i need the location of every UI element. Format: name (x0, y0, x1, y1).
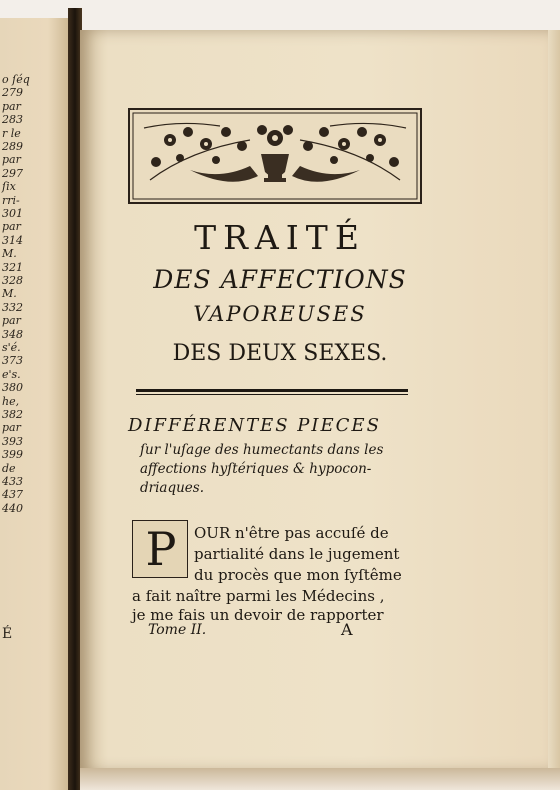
margin-page-reference: s'é. (2, 341, 21, 354)
margin-page-reference: 373 (2, 354, 23, 368)
body-line: a fait naître parmi les Médecins , (132, 587, 385, 605)
margin-page-reference: 393 (2, 434, 23, 448)
drop-cap-letter: P (145, 522, 177, 576)
margin-page-reference: 297 (2, 166, 23, 180)
page-edge (548, 30, 560, 772)
floral-headpiece-ornament (128, 108, 422, 204)
margin-page-reference: 332 (2, 300, 23, 314)
margin-page-reference: rri- (2, 193, 20, 207)
margin-page-reference: M. (2, 287, 17, 301)
margin-page-reference: par (2, 99, 21, 113)
floral-vase-icon (130, 110, 420, 202)
body-line: partialité dans le jugement (194, 545, 400, 563)
title-des-affections: DES AFFECTIONS (153, 265, 407, 294)
margin-page-reference: 437 (2, 488, 23, 502)
left-page-bottom-letter: É (2, 626, 13, 642)
margin-page-reference: ſix (2, 180, 16, 194)
margin-page-reference: 380 (2, 381, 23, 395)
margin-page-reference: M. (2, 247, 17, 261)
section-line: driaques. (140, 480, 205, 496)
body-line: OUR n'être pas accuſé de (194, 524, 389, 542)
signature-mark: A (341, 620, 353, 639)
signature-tome: Tome II. (148, 622, 207, 638)
title-des-deux-sexes: DES DEUX SEXES. (172, 341, 388, 366)
margin-page-reference: 301 (2, 207, 23, 220)
margin-page-reference: 348 (2, 327, 23, 341)
margin-page-reference: 283 (2, 113, 23, 127)
margin-page-reference: e's. (2, 367, 21, 381)
title-vaporeuses: VAPOREUSES (193, 302, 367, 326)
double-rule-divider (136, 389, 408, 395)
section-heading: DIFFÉRENTES PIECES (128, 415, 381, 436)
margin-page-reference: 328 (2, 274, 23, 287)
margin-page-reference: par (2, 421, 21, 435)
margin-page-reference: 433 (2, 475, 23, 488)
margin-page-reference: 321 (2, 260, 23, 274)
margin-page-reference: par (2, 153, 21, 167)
margin-page-reference: 314 (2, 233, 23, 247)
body-line: du procès que mon ſyſtême (194, 566, 402, 584)
body-line: je me fais un devoir de rapporter (132, 606, 384, 624)
decorated-drop-cap (132, 520, 188, 578)
margin-page-reference: o ſéq (2, 73, 30, 86)
margin-page-reference: r le (2, 126, 21, 140)
margin-page-reference: 279 (2, 86, 23, 100)
margin-page-reference: de (2, 461, 16, 475)
section-line: affections hyſtériques & hypocon- (140, 461, 372, 477)
margin-page-reference: 289 (2, 140, 23, 153)
margin-page-reference: par (2, 220, 21, 234)
section-line: ſur l'uſage des humectants dans les (140, 442, 384, 458)
title-traite: TRAITÉ (194, 218, 366, 257)
margin-page-reference: he, (2, 394, 20, 408)
margin-page-reference: 440 (2, 501, 23, 515)
table-surface (80, 768, 560, 790)
margin-page-reference: par (2, 314, 21, 328)
margin-page-reference: 399 (2, 448, 23, 462)
margin-page-reference: 382 (2, 408, 23, 421)
